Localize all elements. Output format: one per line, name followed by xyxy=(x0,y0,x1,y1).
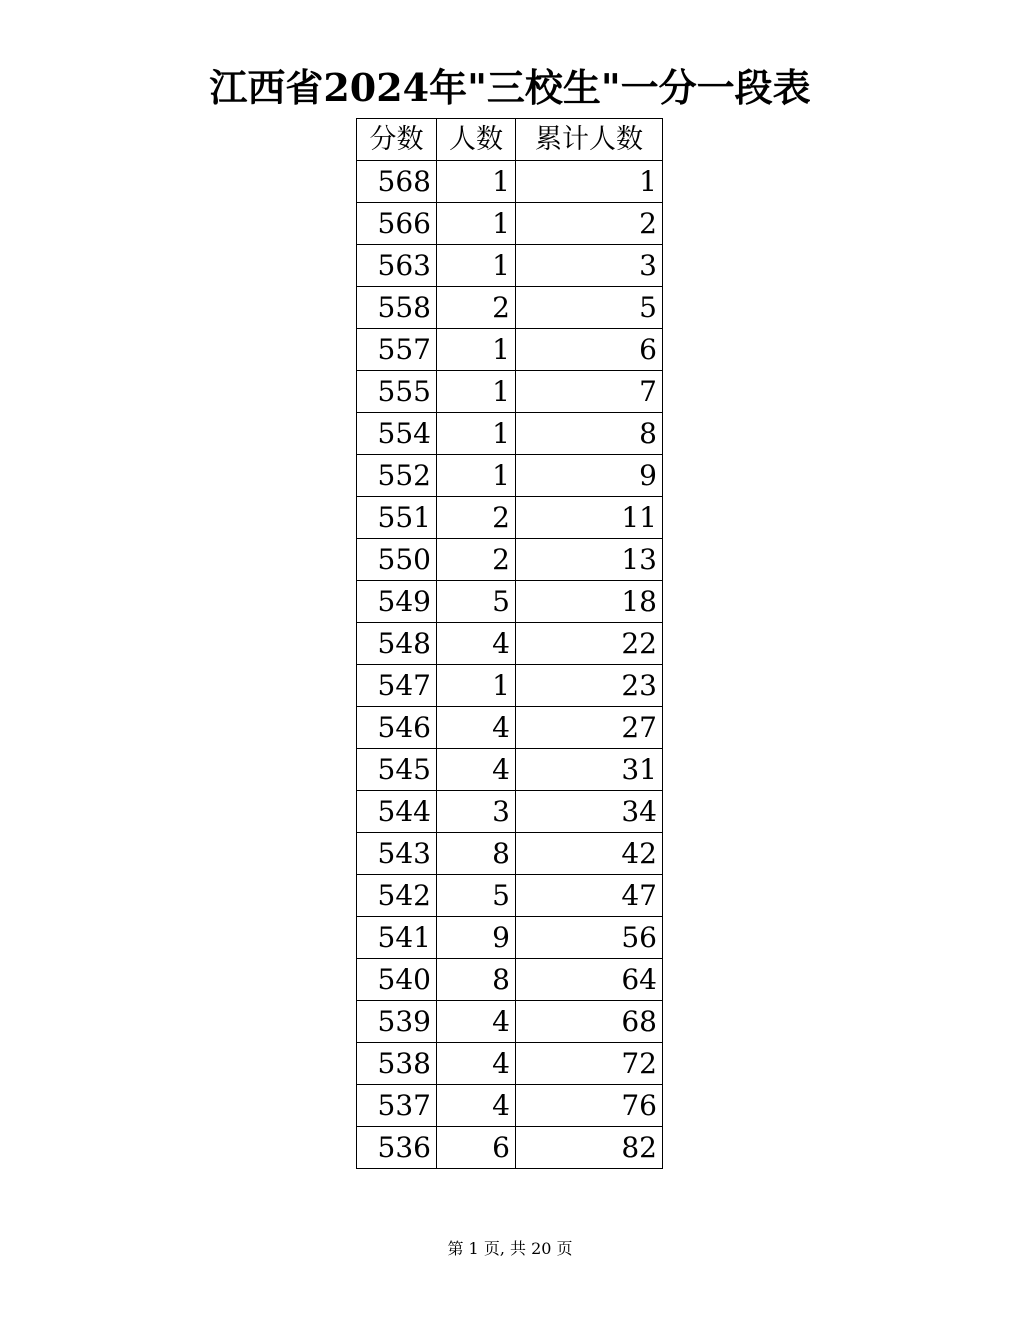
table-row xyxy=(357,623,663,665)
cumulative-cell: 68 xyxy=(516,1001,663,1043)
page-title: 江西省2024年"三校生"一分一段表 xyxy=(209,65,811,110)
table-row xyxy=(357,1001,663,1043)
cumulative-cell: 64 xyxy=(516,959,663,1001)
table-row xyxy=(357,707,663,749)
cumulative-cell: 2 xyxy=(516,203,663,245)
table-row xyxy=(357,539,663,581)
count-cell: 2 xyxy=(437,497,516,539)
table-row xyxy=(357,1085,663,1127)
table-row xyxy=(357,875,663,917)
score-cell: 543 xyxy=(357,833,437,875)
count-cell: 4 xyxy=(437,707,516,749)
table-row xyxy=(357,329,663,371)
table-row xyxy=(357,287,663,329)
score-cell: 568 xyxy=(357,161,437,203)
count-cell: 3 xyxy=(437,791,516,833)
count-cell: 2 xyxy=(437,539,516,581)
table-row xyxy=(357,833,663,875)
header-cumulative: 累计人数 xyxy=(516,119,663,161)
score-cell: 545 xyxy=(357,749,437,791)
score-cell: 558 xyxy=(357,287,437,329)
page-footer: 第 1 页, 共 20 页 xyxy=(447,1239,573,1258)
cumulative-cell: 5 xyxy=(516,287,663,329)
score-cell: 539 xyxy=(357,1001,437,1043)
count-cell: 1 xyxy=(437,329,516,371)
table-row xyxy=(357,665,663,707)
score-cell: 557 xyxy=(357,329,437,371)
table-row xyxy=(357,1043,663,1085)
count-cell: 8 xyxy=(437,959,516,1001)
count-cell: 4 xyxy=(437,1085,516,1127)
table-row xyxy=(357,413,663,455)
cumulative-cell: 47 xyxy=(516,875,663,917)
score-cell: 544 xyxy=(357,791,437,833)
header-count: 人数 xyxy=(437,119,516,161)
table-row xyxy=(357,371,663,413)
count-cell: 1 xyxy=(437,455,516,497)
table-row xyxy=(357,749,663,791)
cumulative-cell: 18 xyxy=(516,581,663,623)
header-score: 分数 xyxy=(357,119,437,161)
cumulative-cell: 6 xyxy=(516,329,663,371)
score-cell: 566 xyxy=(357,203,437,245)
cumulative-cell: 23 xyxy=(516,665,663,707)
count-cell: 4 xyxy=(437,623,516,665)
cumulative-cell: 7 xyxy=(516,371,663,413)
cumulative-cell: 9 xyxy=(516,455,663,497)
count-cell: 1 xyxy=(437,161,516,203)
score-cell: 551 xyxy=(357,497,437,539)
cumulative-cell: 1 xyxy=(516,161,663,203)
cumulative-cell: 8 xyxy=(516,413,663,455)
cumulative-cell: 3 xyxy=(516,245,663,287)
score-cell: 555 xyxy=(357,371,437,413)
count-cell: 1 xyxy=(437,413,516,455)
table-row xyxy=(357,203,663,245)
cumulative-cell: 27 xyxy=(516,707,663,749)
cumulative-cell: 11 xyxy=(516,497,663,539)
count-cell: 1 xyxy=(437,203,516,245)
count-cell: 8 xyxy=(437,833,516,875)
score-distribution-table xyxy=(356,118,663,1169)
score-cell: 536 xyxy=(357,1127,437,1169)
score-cell: 542 xyxy=(357,875,437,917)
count-cell: 1 xyxy=(437,371,516,413)
count-cell: 5 xyxy=(437,581,516,623)
table-row xyxy=(357,791,663,833)
score-cell: 547 xyxy=(357,665,437,707)
count-cell: 4 xyxy=(437,1001,516,1043)
table-row xyxy=(357,1127,663,1169)
table-row xyxy=(357,959,663,1001)
cumulative-cell: 82 xyxy=(516,1127,663,1169)
table-row xyxy=(357,581,663,623)
cumulative-cell: 42 xyxy=(516,833,663,875)
score-cell: 550 xyxy=(357,539,437,581)
score-cell: 554 xyxy=(357,413,437,455)
count-cell: 5 xyxy=(437,875,516,917)
table-row xyxy=(357,161,663,203)
count-cell: 2 xyxy=(437,287,516,329)
score-cell: 549 xyxy=(357,581,437,623)
cumulative-cell: 76 xyxy=(516,1085,663,1127)
table-row xyxy=(357,245,663,287)
cumulative-cell: 34 xyxy=(516,791,663,833)
count-cell: 6 xyxy=(437,1127,516,1169)
cumulative-cell: 13 xyxy=(516,539,663,581)
count-cell: 4 xyxy=(437,749,516,791)
table-row xyxy=(357,455,663,497)
score-cell: 546 xyxy=(357,707,437,749)
count-cell: 1 xyxy=(437,245,516,287)
score-cell: 538 xyxy=(357,1043,437,1085)
score-cell: 563 xyxy=(357,245,437,287)
cumulative-cell: 72 xyxy=(516,1043,663,1085)
count-cell: 4 xyxy=(437,1043,516,1085)
cumulative-cell: 22 xyxy=(516,623,663,665)
cumulative-cell: 31 xyxy=(516,749,663,791)
table-header-row xyxy=(357,119,663,161)
score-cell: 537 xyxy=(357,1085,437,1127)
score-cell: 548 xyxy=(357,623,437,665)
count-cell: 9 xyxy=(437,917,516,959)
cumulative-cell: 56 xyxy=(516,917,663,959)
score-cell: 540 xyxy=(357,959,437,1001)
table-row xyxy=(357,497,663,539)
count-cell: 1 xyxy=(437,665,516,707)
table-row xyxy=(357,917,663,959)
score-cell: 541 xyxy=(357,917,437,959)
score-cell: 552 xyxy=(357,455,437,497)
